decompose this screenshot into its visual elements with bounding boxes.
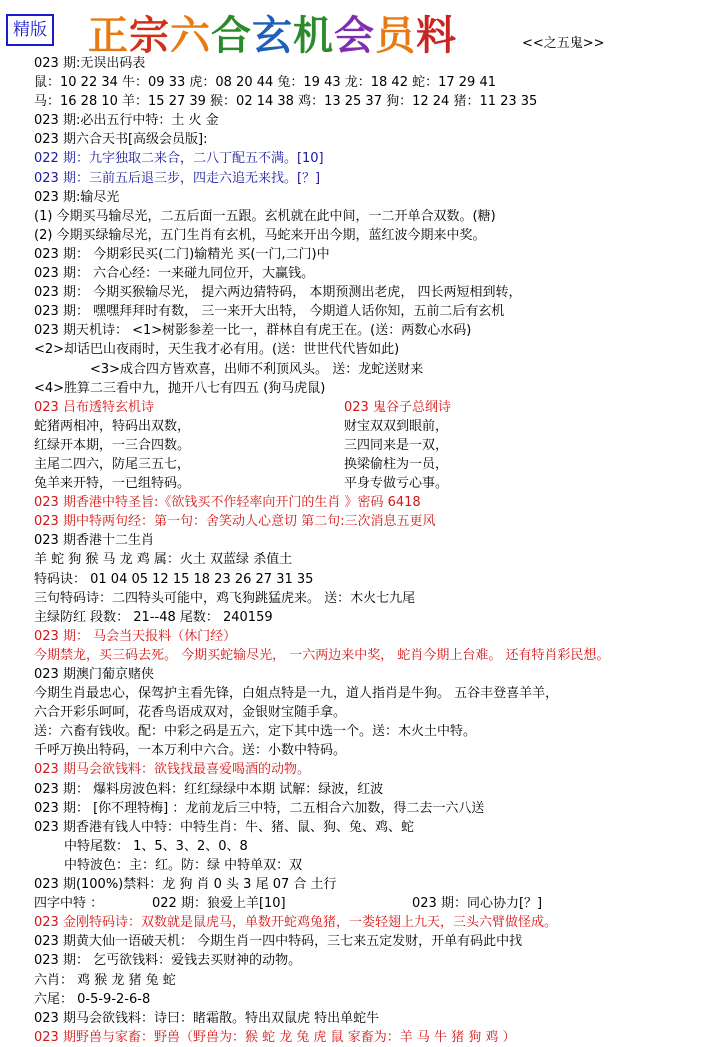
text-line: 中特波色：主：红。防：绿 中特单双：双 (64, 857, 303, 873)
poem-row (34, 474, 674, 493)
zodiac-number-row: 鼠：10 22 34 牛：09 33 虎：08 20 44 兔：19 43 龙：18 42 蛇：17 29 41 (34, 75, 496, 91)
text-line: 023 期香港中特圣旨:《欲钱买不作轻率向开门的生肖 》密码 6418 (34, 495, 421, 511)
col-a: 四字中特 ： (34, 896, 104, 912)
poem-left: 蛇猪两相冲，特码出双数， (34, 418, 191, 434)
document-body (34, 54, 674, 1047)
text-line: 三句特码诗：二四特头可能中，鸡飞狗跳猛虎来。 送：木火七九尾 (34, 590, 416, 606)
col-b: 022 期：狼爱上羊[10] (152, 896, 286, 912)
text-line: 023 期： 乞丐欲钱料：爱钱去买财神的动物。 (34, 953, 302, 969)
text-line: 023 期野兽与家畜：野兽（野兽为：猴 蛇 龙 兔 虎 鼠 家畜为：羊 马 牛 猪 狗 鸡 ） (34, 1029, 516, 1045)
text-line: 023 期天机诗： <1>树影参差一比一，群林自有虎王在。(送：两数心水码) (34, 323, 472, 339)
text-line: 023 期： 爆料房波色料：红红绿绿中本期 试解：绿波，红波 (34, 781, 384, 797)
title-char: 机 (293, 12, 334, 59)
poem-right: 三四同来是一双， (344, 437, 449, 453)
text-line: 023 期马会欲钱料：欲钱找最喜爱喝酒的动物。 (34, 762, 310, 778)
title-char: 宗 (129, 12, 170, 59)
text-line: 六肖： 鸡 猴 龙 猪 兔 蛇 (34, 972, 176, 988)
page-title (88, 4, 457, 61)
text-line: 千呼万换出特码，一本万利中六合。送：小数中特码。 (34, 743, 347, 759)
title-char: 合 (211, 12, 252, 59)
col-c: 023 期：同心协力[？] (412, 896, 543, 912)
text-line: 023 期(100%)禁料：龙 狗 肖 0 头 3 尾 07 合 土行 (34, 877, 337, 893)
text-line: 023 期： 今期买猴输尽光， 提六两边猜特码， 本期预测出老虎， 四长两短相到转， (34, 285, 522, 301)
title-char: 六 (170, 12, 211, 59)
text-line: 六尾： 0-5-9-2-6-8 (34, 991, 151, 1007)
text-line: 羊 蛇 狗 猴 马 龙 鸡 属：火土 双蓝绿 杀值土 (34, 552, 293, 568)
poem-row (34, 398, 674, 417)
poem-heading-left: 023 吕布透特玄机诗 (34, 399, 154, 415)
text-line: 送：六畜有钱收。配：中彩之码是五六，定下其中选一个。送：木火土中特。 (34, 724, 477, 740)
poem-row (34, 455, 674, 474)
poem-row (34, 417, 674, 436)
text-line: <4>胜算二三看中九，抛开八七有四五 (狗马虎鼠) (34, 380, 326, 396)
text-line: <3>成合四方皆欢喜，出师不利顶风头。 送：龙蛇送财来 (90, 361, 424, 377)
text-line: (1) 今期买马输尽光，二五后面一五跟。玄机就在此中间，一二开单合双数。(糖) (34, 208, 496, 224)
text-line: 023 金刚特码诗：双数就是鼠虎马，单数开蛇鸡兔猪，一娄轻翅上九天，三头六臂做怪成。 (34, 915, 557, 931)
text-line: 023 期:必出五行中特：土 火 金 (34, 113, 219, 129)
text-line: <2>却话巴山夜雨时，天生我才必有用。(送：世世代代皆如此) (34, 342, 400, 358)
text-line: 023 期黄大仙一语破天机： 今期生肖一四中特码，三七来五定发财，开单有码此中找 (34, 934, 523, 950)
title-char: 员 (375, 12, 416, 59)
three-column-row (34, 894, 674, 913)
text-line: 023 期香港十二生肖 (34, 533, 154, 549)
text-line: 023 期： [你不理特梅] ：龙前龙后三中特，二五相合六加数，得二去一六八送 (34, 800, 485, 816)
poem-left: 主尾二四六，防尾三五七， (34, 456, 191, 472)
title-char: 玄 (252, 12, 293, 59)
text-line: 023 期：三前五后退三步，四走六追无来找。[？] (34, 170, 321, 186)
poem-left: 红绿开本期，一三合四数。 (34, 437, 191, 453)
text-line: 023 期： 今期彩民买(二门)输精光 买(一门,二门)中 (34, 246, 330, 262)
text-line: 022 期：九字独取二来合，二八丁配五不满。[10] (34, 151, 324, 167)
text-line: 六合开彩乐呵呵，花香鸟语成双对，金银财宝随手拿。 (34, 705, 347, 721)
text-line: 今期生肖最忠心，保驾护主看先锋，白姐点特是一九，道人指肖是牛狗。 五谷丰登喜羊羊， (34, 686, 559, 702)
text-line: 主绿防红 段数： 21--48 尾数： 240159 (34, 609, 273, 625)
text-line: 023 期六合天书[高级会员版]: (34, 132, 208, 148)
text-line: 特码诀： 01 04 05 12 15 18 23 26 27 31 35 (34, 571, 314, 587)
poem-heading-right: 023 鬼谷子总纲诗 (344, 399, 451, 415)
text-line: 中特尾数： 1、5、3、2、0、8 (64, 838, 248, 854)
text-line: 023 期马会欲钱料：诗曰：睹霜散。特出双鼠虎 特出单蛇牛 (34, 1010, 380, 1026)
subtitle: <<之五鬼>> (522, 36, 605, 51)
text-line: 023 期澳门葡京赌侠 (34, 667, 154, 682)
title-char: 会 (334, 12, 375, 59)
text-line: 023 期香港有钱人中特：中特生肖：牛、猪、鼠、狗、兔、鸡、蛇 (34, 819, 414, 835)
title-char: 料 (416, 12, 457, 59)
text-line: 023 期： 马会当天报料（休门经） (34, 628, 237, 644)
poem-right: 财宝双双到眼前， (344, 418, 449, 434)
poem-right: 平身专做亏心事。 (344, 476, 449, 492)
text-line: 023 期： 六合心经：一来碰九同位开，大赢钱。 (34, 266, 315, 282)
text-line: 023 期:无误出码表 (34, 56, 146, 71)
text-line: 023 期中特两句经：第一句：舍笑动人心意切 第二句:三次消息五更风 (34, 514, 436, 530)
text-line: 023 期:输尽光 (34, 189, 120, 205)
poem-right: 换梁偷柱为一员， (344, 456, 449, 472)
text-line: 今期禁龙，买三码去死。 今期买蛇输尽光， 一六两边来中奖， 蛇肖今期上台难。 还有特肖彩民想。 (34, 647, 610, 663)
title-char: 正 (88, 12, 129, 59)
poem-left: 兔羊来开特，一已组特码。 (34, 476, 191, 492)
text-line: (2) 今期买绿输尽光，五门生肖有玄机，马蛇来开出今期，蓝红波今期来中奖。 (34, 227, 486, 243)
text-line: 023 期： 嘿嘿拜拜时有数， 三一来开大出特， 今期道人话你知，五前二后有玄机 (34, 304, 505, 320)
poem-row (34, 436, 674, 455)
zodiac-number-row: 马：16 28 10 羊：15 27 39 猴：02 14 38 鸡：13 25 37 狗：12 24 猪：11 23 35 (34, 94, 538, 110)
badge: 精版 (6, 14, 54, 46)
